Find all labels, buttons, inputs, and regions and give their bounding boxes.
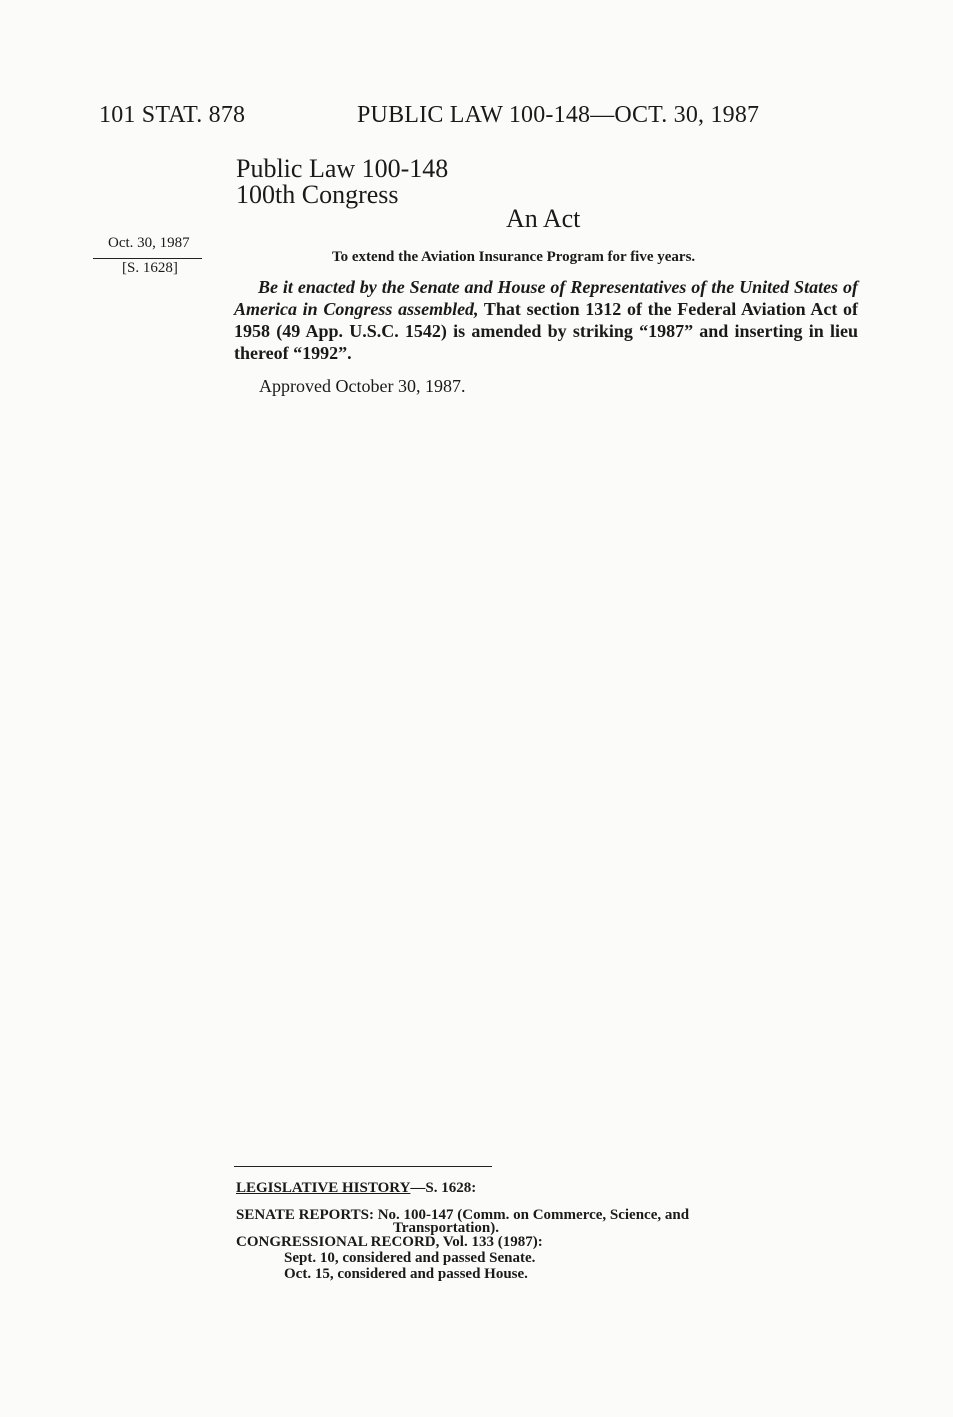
sidenote-bill-number: [S. 1628]: [122, 260, 178, 276]
statute-reference: 101 STAT. 878: [99, 102, 246, 128]
enacting-paragraph: [234, 276, 858, 364]
public-law-title: Public Law 100-148: [236, 154, 449, 183]
congressional-record: CONGRESSIONAL RECORD, Vol. 133 (1987):: [236, 1234, 543, 1250]
legislative-history-label: LEGISLATIVE HISTORY: [236, 1180, 411, 1196]
act-purpose: To extend the Aviation Insurance Program for five years.: [332, 249, 696, 265]
sidenote-date: Oct. 30, 1987: [108, 235, 190, 251]
sidenote-divider: [93, 258, 202, 259]
legislative-history-divider: [234, 1166, 492, 1167]
enacting-clause: Be it enacted by the Senate and House of Representatives of the United States of America in Congress assembled,: [234, 277, 858, 319]
legislative-history-title: [236, 1180, 476, 1197]
senate-reports-continued: Transportation).: [393, 1220, 499, 1236]
legislative-history-bill: —S. 1628:: [410, 1180, 477, 1196]
history-action: Sept. 10, considered and passed Senate.: [284, 1250, 536, 1266]
running-head: PUBLIC LAW 100-148—OCT. 30, 1987: [357, 102, 760, 128]
history-action: Oct. 15, considered and passed House.: [284, 1266, 528, 1282]
enacting-text: That section 1312 of the Federal Aviation Act of 1958 (49 App. U.S.C. 1542) is amended by striking “1987” and inserting in lieu thereof “1992”.: [234, 299, 858, 363]
an-act-heading: An Act: [506, 204, 581, 233]
approval-date: Approved October 30, 1987.: [259, 376, 466, 396]
senate-reports: SENATE REPORTS: No. 100-147 (Comm. on Commerce, Science, and: [236, 1207, 690, 1223]
congress-label: 100th Congress: [236, 180, 399, 209]
